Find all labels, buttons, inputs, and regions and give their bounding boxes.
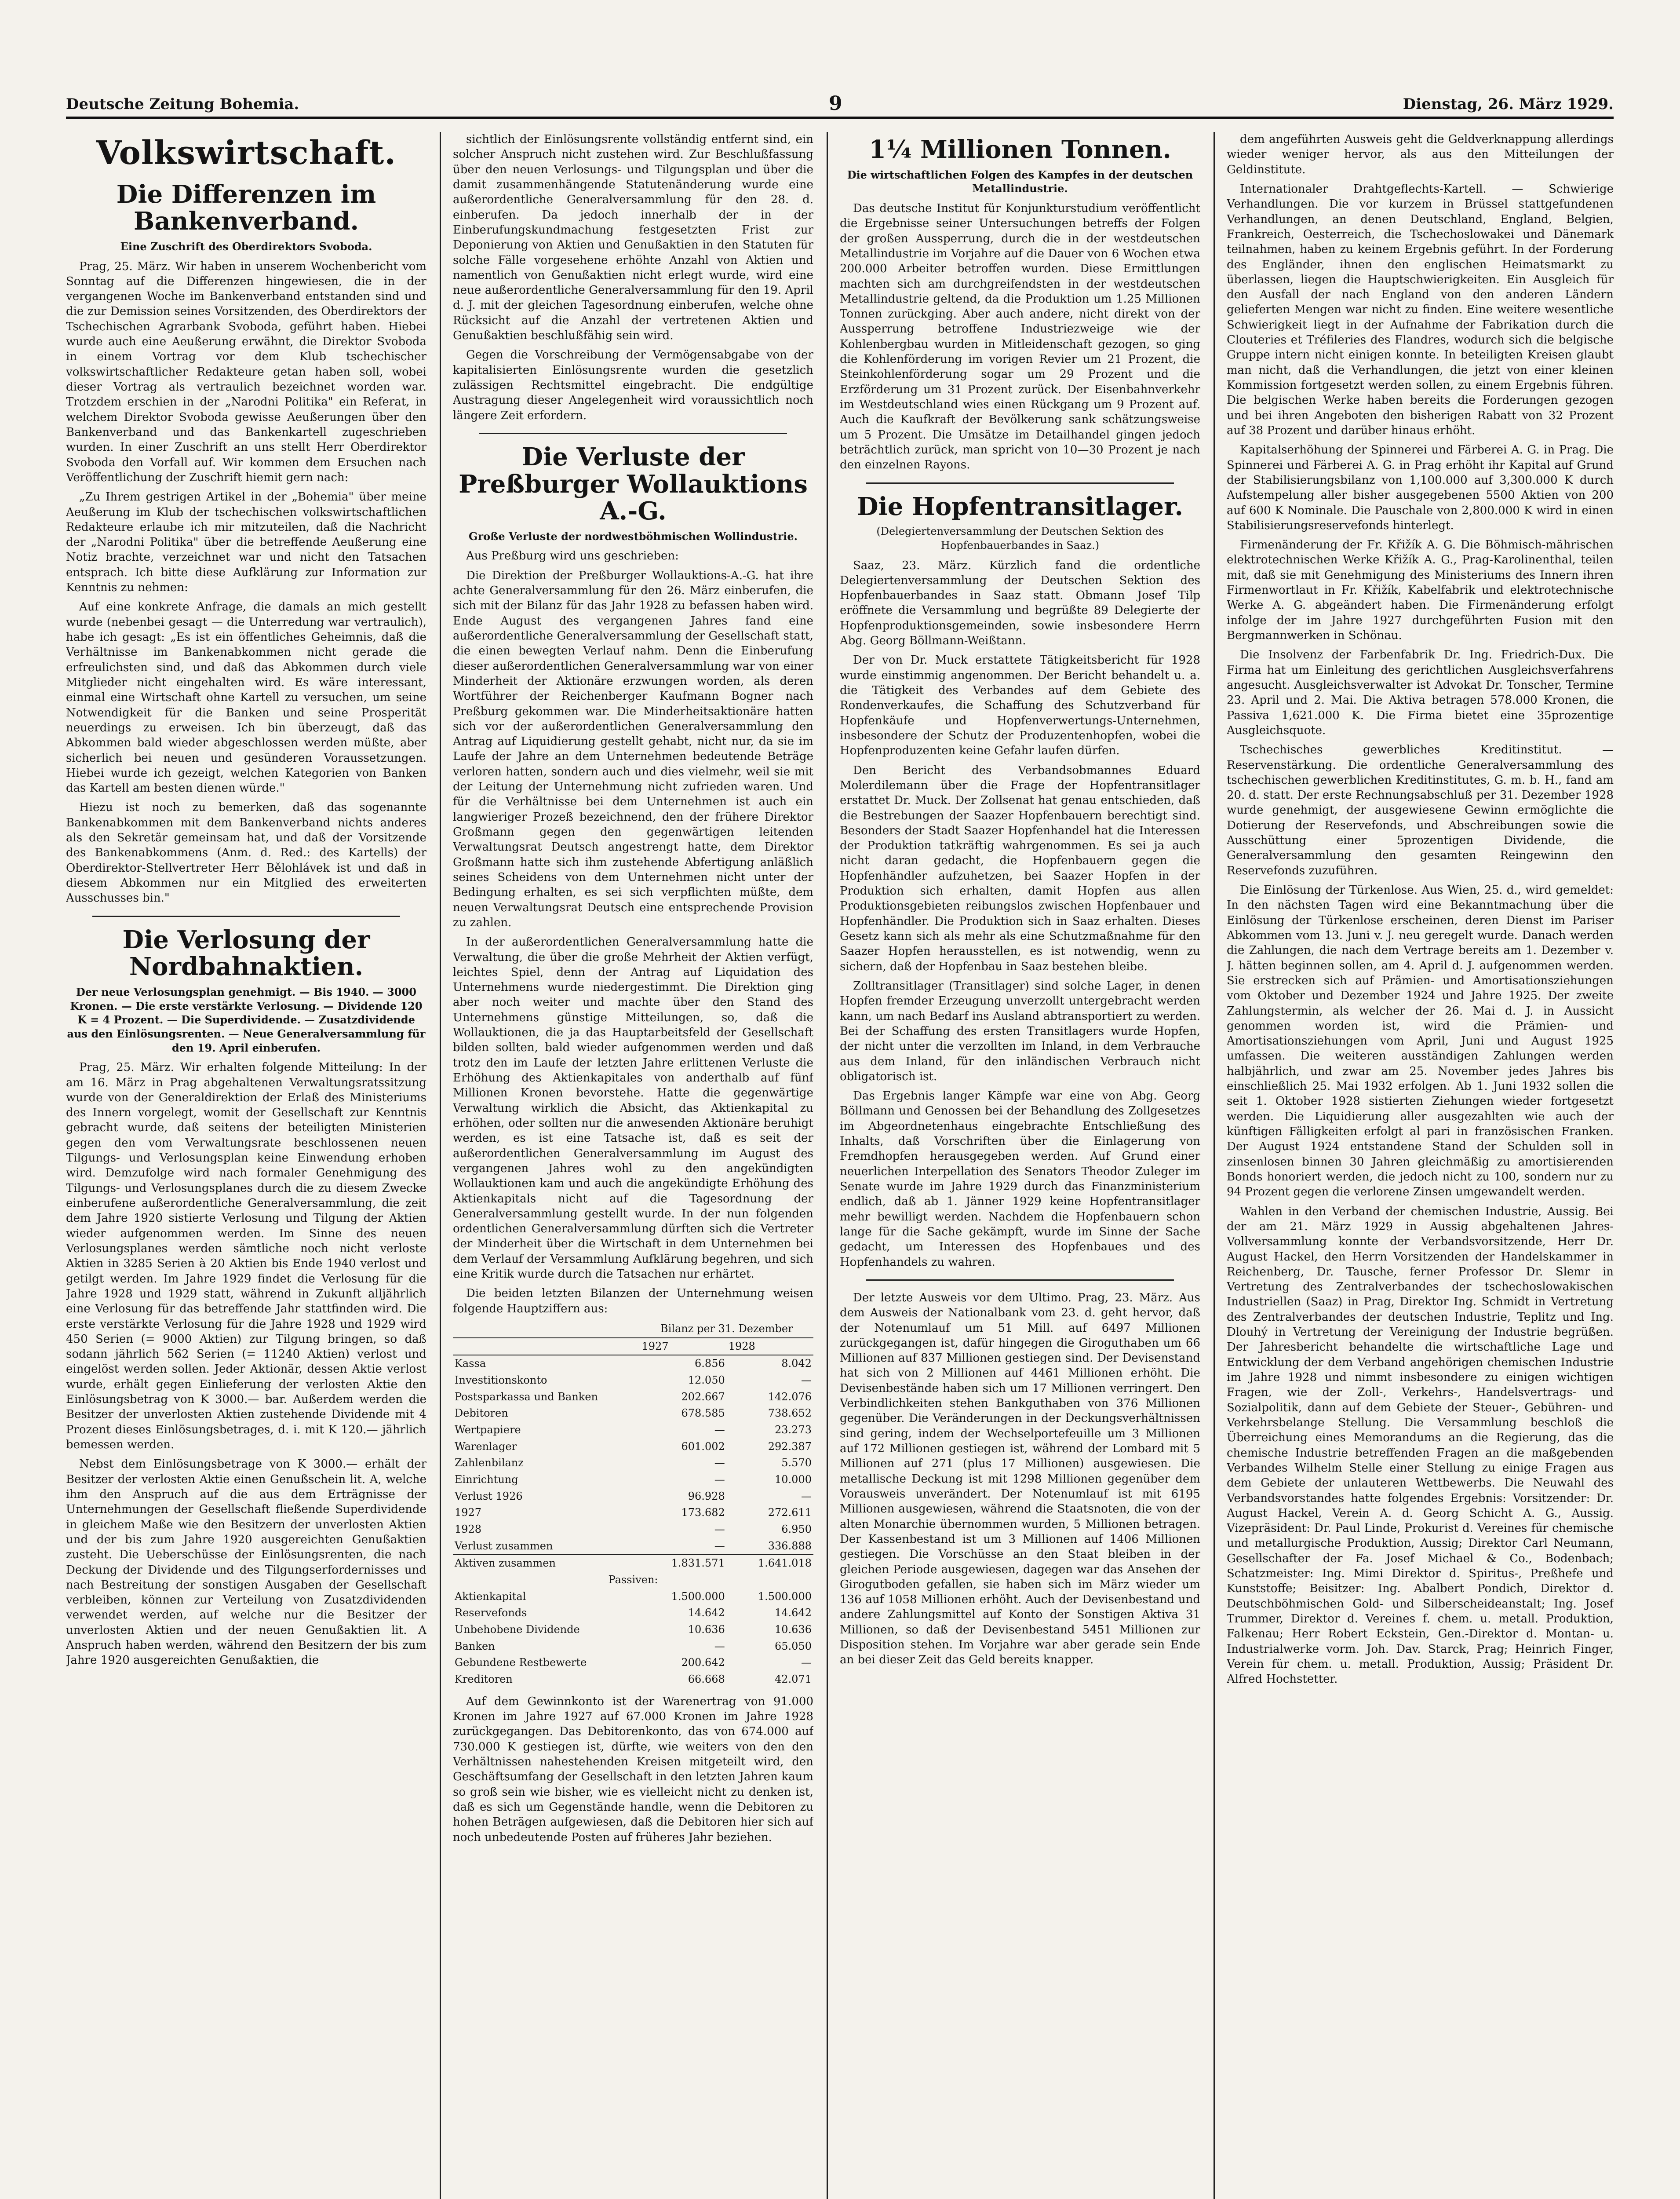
paragraph: sichtlich der Einlösungsrente vollständig entfernt sind, ein solcher Anspruch nicht zustehen wird. Zur Beschlußfassung über den neuen Verlosungs- und Tilgungsplan und über die damit zusammenhängende Statutenänderung wurde eine außerordentliche Generalversammlung für den 28. d. einberufen. Da jedoch innerhalb der in der Einberufungskundmachung festgesetzten Frist zur Deponierung von Aktien und Genußaktien in den Statuten für solche Fälle vorgesehene erhöhte Anzahl von Aktien und namentlich von Genußaktien nicht erlegt wurde, wird eine neue außerordentliche Generalversammlung für den 19. April d. J. mit der gleichen Tagesordnung einberufen, welche ohne Rücksicht auf die Anzahl der vertretenen Aktien und Genußaktien beschlußfähig sein wird. (453, 133, 813, 343)
paragraph: Tschechisches gewerbliches Kreditinstitut. — Reservenstärkung. Die ordentliche Generalversammlung des tschechischen gewerblichen Kreditinstitutes, G. m. b. H., fand am 20. d. statt. Der erste Rechnungsabschluß per 31. Dezember 1928 wurde genehmigt, der ausgewiesene Gewinn ermöglichte die Dotierung der Reservefonds, und Abschreibungen sowie die Ausschüttung einer 5prozentigen Dividende, die Generalversammlung den gesamten Reingewinn den Reservefonds zuzuführen. (1227, 743, 1614, 877)
table-row (453, 1372, 813, 1389)
table-row (453, 1455, 813, 1472)
paragraph: Das deutsche Institut für Konjunkturstudium veröffentlicht die Ergebnisse seiner Untersuchungen betreffs der Folgen der großen Aussperrung, durch die in der westdeutschen Metallindustrie im Vorjahre auf die Dauer von 6 Wochen etwa 200.000 Arbeiter betroffen wurden. Diese Ermittlungen machten sich am durchgreifendsten in der westdeutschen Metallindustrie geltend, da die Produktion um 1.25 Millionen Tonnen zurückging. Aber auch andere, nicht direkt von der Aussperrung betroffene Industriezweige wie der Kohlenbergbau wurden in Mitleidenschaft gezogen, so ging die Kohlenförderung im vorigen Revier um 21 Prozent, die Steinkohlenförderung sogar um 29 Prozent und die Erzförderung um 31 Prozent zurück. Der Eisenbahnverkehr im Westdeutschland wies einen Rückgang um 9 Prozent auf. Auch die Kaufkraft der Bevölkerung sank schätzungsweise um 5 Prozent. Die Umsätze im Detailhandel gingen jedoch beträchtlich zurück, man spricht von 10—30 Prozent je nach den einzelnen Rayons. (840, 201, 1200, 472)
paragraph: Der von Dr. Muck erstattete Tätigkeitsbericht für 1928 wurde einstimmig angenommen. Der Bericht behandelt u. a. die Tätigkeit des Verbandes auf dem Gebiete des Rondenverkaufes, die Schaffung des Schutzverband für Hopfenkäufe und Hopfenverwertungs-Unternehmen, insbesondere der Schutz der Produzentenhopfen, wobei die Hopfenproduzenten keine Gefahr laufen dürfen. (840, 654, 1200, 758)
table-cell: Unbehobene Dividende (455, 1623, 580, 1636)
table-aktiva (453, 1355, 813, 1555)
newspaper-page (66, 66, 1614, 2199)
table-cell: 336.888 (768, 1539, 812, 1552)
table-cell: — (801, 1374, 812, 1387)
table-row (453, 1605, 813, 1622)
table-cell: 1.831.571 (640, 1555, 727, 1572)
table-cell: Gebundene Restbewerte (455, 1656, 587, 1669)
table-row (453, 1671, 813, 1688)
column-3 (840, 132, 1200, 2199)
table-row (453, 1389, 813, 1406)
section-title: Volkswirtschaft. (96, 134, 397, 172)
article-divider (866, 1279, 1174, 1281)
table-cell: 10.636 (688, 1623, 725, 1636)
table-cell: 10.636 (775, 1623, 812, 1636)
paragraph: Auf dem Gewinnkonto ist der Warenertrag von 91.000 Kronen im Jahre 1927 auf 67.000 Kronen im Jahre 1928 zurückgegangen. Das Debitorenkonto, das von 674.000 auf 730.000 K gestiegen ist, dürfte, wie weiters von den den Verhältnissen nahestehenden Kreisen mitgeteilt wird, den Geschäftsumfang der Gesellschaft in den letzten Jahren kaum so groß sein wie bisher, wie es vielleicht nicht zu denken ist, daß es sich um Gegenstände handle, wenn die Debitoren zu hohen Beträgen aufgewiesen, daß die Debitoren hier sich auf noch unbedeutende Posten auf früheres Jahr beziehen. (453, 1695, 813, 1844)
table-cell: 10.000 (775, 1473, 812, 1486)
table-cell: 12.050 (688, 1374, 725, 1387)
table-cell: 1927 (455, 1506, 482, 1519)
paragraph: Aus Preßburg wird uns geschrieben: (466, 549, 679, 563)
paragraph: Internationaler Drahtgeflechts-Kartell. — Schwierige Verhandlungen. Die vor kurzem in Brüssel stattgefundenen Verhandlungen, an denen Deutschland, England, Belgien, Frankreich, Oesterreich, die Tschechoslowakei und Dänemark teilnahmen, haben zu keinem Ergebnis geführt. In der Forderung des Engländer, ihnen den englischen Heimatsmarkt zu überlassen, liegen die Hauptschwierigkeiten. Ein Ausgleich für den Ausfall der nach England von den anderen Ländern gelieferten Mengen war nicht zu finden. Eine weitere wesentliche Schwierigkeit liegt in der Aufnahme der Fabrikation durch die Clouteries et Tréfileries des Flandres, wodurch sich die belgische Gruppe intern nicht einigen konnte. In beteiligten Kreisen glaubt man nicht, daß die Verhandlungen, die jetzt von einer kleinen Kommission fortgesetzt werden sollen, zu einem Ergebnis führen. Die belgischen Werke haben bereits die Forderungen gezogen und bei ihren Angeboten den bisherigen Rabatt von 32 Prozent auf 38 Prozent und darüber hinaus erhöht. (1227, 182, 1614, 437)
table-cell: Kassa (455, 1357, 486, 1370)
table-cell: — (801, 1490, 812, 1502)
article-subtitle-hopfen: (Delegiertenversammlung der Deutschen Sektion des Hopfenbauerbandes in Saaz.) (876, 525, 1164, 552)
article-subtitle-nordbahn: Der neue Verlosungsplan genehmigt. — Bis 1940. — 3000 Kronen. — Die erste verstärkte Verlosung. — Dividende 120 K = 4 Prozent. — Die Superdividende. — Zusatzdividende aus den Einlösungsrenten. — Neue Generalversammlung für den 19. April einberufen. (67, 985, 426, 1054)
paragraph: Die Insolvenz der Farbenfabrik Dr. Ing. Friedrich-Dux. Die Firma hat um Einleitung des gerichtlichen Ausgleichsverfahrens angesucht. Ausgleichsverwalter ist Advokat Dr. Tonscher, Termine 23. April und 2. Mai. Die Aktiva betragen 578.000 Kronen, die Passiva 1,621.000 K. Die Firma bietet eine 35prozentige Ausgleichsquote. (1227, 648, 1614, 737)
table-cell: — (714, 1640, 725, 1652)
table-cell: Einrichtung (455, 1473, 518, 1486)
paragraph: Die Einlösung der Türkenlose. Aus Wien, 25. d., wird gemeldet: In den nächsten Tagen wird eine Bekanntmachung über die Einlösung der Türkenlose erscheinen, deren Dienst im Pariser Abkommen vom 13. Juni v. J. neu geregelt wurde. Danach werden die Zahlungen, die nach dem Vertrage bereits am 1. Dezember v. J. hätten beginnen sollen, am 4. April d. J. aufgenommen werden. Sie erstrecken sich auf Prämien- und Amortisationsziehungen vom Oktober und Dezember 1924 und Jahre 1925. Der zweite Zahlungstermin, als welcher der 26. Mai d. J. in Aussicht genommen worden ist, wird die Prämien- und Amortisationsziehungen vom April, Juni und August 1925 umfassen. Die weiteren ausständigen Zahlungen werden halbjährlich, und zwar am 25. November jedes Jahres bis einschließlich 25. Mai 1932 erfolgen. Ab 1. Juni 1932 sollen die seit 1. Oktober 1928 sistierten Ziehungen wieder fortgesetzt werden. Die Liquidierung aller ausgezahlten wie auch der künftigen Fälligkeiten erfolgt al pari in französischen Franken. Der August 1924 entstandene Stand der Schulden soll in zinsenlosen binnen 30 Jahren gleichmäßig zu amortisierenden Bonds honoriert werden, die jedoch nicht zu 100, sondern nur zu 94 Prozent gegen die verlorene Zinsen umgewandelt werden. (1227, 884, 1614, 1199)
table-cell: Banken (455, 1640, 495, 1652)
paragraph: Gegen die Vorschreibung der Vermögensabgabe von der kapitalisierten Einlösungsrente wurden die gesetzlich zulässigen Rechtsmittel eingebracht. Die endgültige Austragung dieser Angelegenheit wird voraussichtlich noch längere Zeit erfordern. (453, 348, 813, 422)
paragraph: Wahlen in den Verband der chemischen Industrie, Aussig. Bei der am 21. März 1929 in Aussig abgehaltenen Jahres-Vollversammlung konnte der Verbandsvorsitzende, Herr Dr. August Hackel, den Herrn Vorsitzenden der Handelskammer in Reichenberg, Dr. Tausche, ferner Professor Dr. Slemr in Vertretung des Zentralverbandes der tschechoslowakischen Industriellen (Saaz) in Prag, Direktor Ing. Schmidt in Vertretung des Zentralverbandes der deutschen Industrie, Teplitz und Ing. Dlouhý in Vertretung der Vereinigung der Industrie begrüßen. Der Jahresbericht behandelte die wirtschaftliche Lage und Entwicklung der dem Verband angehörigen chemischen Industrie im Jahre 1928 und nimmt insbesondere zu einigen wichtigen Fragen, wie der Zoll-, Verkehrs-, Handelsvertrags- und Sozialpolitik, dann auf dem Gebiete der Steuer-, Gebühren- und Verkehrsbelange Stellung. Die Versammlung beschloß die Überreichung eines Memorandums an die Regierung, das die chemische Industrie betreffenden Fragen an die maßgebenden Verbandes Wilhelm Stelle einer Stellung zu einige Fragen aus dem Gebiete der unlauteren Wettbewerbs. Die Neuwahl des Verbandsvorstandes hatte folgendes Ergebnis: Vorsitzender: Dr. August Hackel, Verein A. d. Georg Schicht A. G., Aussig. Vizepräsident: Dr. Paul Linde, Prokurist d. Vereines für chemische und metallurgische Produktion, Aussig; Direktor Carl Neumann, Gesellschafter der Fa. Josef Michael & Co., Bodenbach; Schatzmeister: Ing. Mimi Direktor d. Spiritus-, Preßhefe und Kunststoffe; Beisitzer: Ing. Abalbert Pondich, Direktor d. Deutschböhmischen Gold- und Silberscheideanstalt; Ing. Josef Trummer, Direktor d. Vereines f. chem. u. metall. Produktion, Falkenau; Herr Robert Eckstein, Gen.-Direktor d. Montan- u. Industrialwerke vorm. Joh. Dav. Starck, Prag; Heinrich Finger, Verein für chem. u. metall. Produktion, Aussig; Präsident Dr. Alfred Hochstetter. (1227, 1205, 1614, 1686)
article-divider (866, 482, 1174, 484)
table-cell: — (714, 1457, 725, 1469)
table-cell: 65.050 (775, 1640, 812, 1652)
paragraph: Saaz, 23. März. Kürzlich fand die ordentliche Delegiertenversammlung der Deutschen Sektion des Hopfenbauerbandes in Saaz statt. Obmann Josef Tilp eröffnete die Versammlung und begrüßte 89 Delegierte der Hopfenproduktionsgemeinden, sowie insbesondere Herrn Abg. Georg Böllmann-Weißtann. (840, 559, 1200, 648)
paragraph: Kapitalserhöhung der Spinnerei und Färberei A. G. in Prag. Die Spinnerei und Färberei A. G. in Prag erhöht ihr Kapital auf Grund der Stabilisierungsbilanz von 1,100.000 auf 3,300.000 K durch Aufstempelung aller bisher ausgegebenen 5500 Aktien von 200 auf 600 K Nominale. Die Pauschale von 2,800.000 K wird in einen Stabilisierungsreservefonds hinterlegt. (1227, 443, 1614, 532)
table-cell: Aktienkapital (455, 1590, 526, 1603)
table-cell: Verlust 1926 (455, 1490, 523, 1502)
column-4 (1227, 132, 1614, 2199)
table-row (453, 1538, 813, 1555)
table-cell: — (714, 1539, 725, 1552)
table-cell: Debitoren (455, 1407, 508, 1420)
article-subtitle-pressburg: Große Verluste der nordwestböhmischen Wollindustrie. (468, 530, 798, 543)
table-row (453, 1589, 813, 1605)
table-cell: 601.002 (681, 1440, 725, 1453)
table-row (453, 1355, 813, 1372)
table-cell: 6.856 (695, 1357, 725, 1370)
article-subtitle-tonnen: Die wirtschaftlichen Folgen des Kampfes in der deutschen Metallindustrie. (847, 168, 1193, 195)
table-cell: Zahlenbilanz (455, 1457, 524, 1469)
table-passiva (453, 1589, 813, 1688)
table-cell: 173.682 (681, 1506, 725, 1519)
article-title-tonnen: 1¼ Millionen Tonnen. (869, 135, 1171, 164)
table-cell: Reservefonds (455, 1607, 527, 1619)
table-cell: 14.642 (688, 1607, 725, 1619)
article-title-nordbahn: Die Verlosung der Nordbahnaktien. (122, 925, 370, 982)
article-title-bankenverband: Die Differenzen im Bankenverband. (116, 179, 376, 236)
table-cell: Investitionskonto (455, 1374, 547, 1387)
table-row (453, 1405, 813, 1422)
table-header-year: 1927 (640, 1338, 727, 1355)
paragraph: dem angeführten Ausweis geht die Geldverknappung allerdings wieder weniger hervor, als aus den Mitteilungen der Geldinstitute. (1227, 133, 1614, 176)
table-row (453, 1622, 813, 1638)
column-rule (827, 132, 828, 2199)
paragraph: Der letzte Ausweis vor dem Ultimo. Prag, 23. März. Aus dem Ausweis der Nationalbank vom 23. d. geht hervor, daß der Notenumlauf um 51 Mill. auf 6497 Millionen zurückgegangen ist, dafür hingegen die Giroguthaben um 66 Millionen auf 837 Millionen gestiegen sind. Der Devisenstand hat sich von 2 Millionen auf 4461 Millionen erhöht. Die Devisenbestände haben sich um 17 Millionen verringert. Den Verbindlichkeiten stehen Bankguthaben von 376 Millionen gegenüber. Die Veränderungen in der Deckungsverhältnissen sind gering, indem der Wechselportefeuille um 3 Millionen auf 172 Millionen gestiegen ist, während der Lombard mit 5 Millionen auf 271 (plus 17 Millionen) ausgewiesen. Die metallische Deckung ist mit 1298 Millionen gegenüber dem Vorausweis unverändert. Der Notenumlauf ist mit 6195 Millionen ausgewiesen, während die Staatsnoten, die von der alten Monarchie übernommen wurden, 5 Millionen betragen. Der Kassenbestand ist um 3 Millionen auf 1406 Millionen gestiegen. Die Vorschüsse an den Staat bleiben in der gleichen Periode ausgewiesen, dagegen war das Ansehen der Girogutboden gefallen, sie haben sich im März wieder um 136 auf 1058 Millionen erhöht. Auch der Devisenbestand und andere Zahlungsmittel auf Konto der Sonstigen Aktiva 31 Millionen, so daß der Devisenbestand 5451 Millionen zur Disposition stehen. Im Vorjahre war aber gerade sein Ende an bei dieser Zeit das Geld bereits knapper. (840, 1291, 1200, 1667)
masthead-paper-name: Deutsche Zeitung Bohemia. (66, 95, 299, 113)
table-row (453, 1422, 813, 1439)
paragraph: Auf eine konkrete Anfrage, die damals an mich gestellt wurde (nebenbei gesagt — die Unterredung war vertraulich), habe ich gesagt: „Es ist ein öffentliches Geheimnis, daß die Verhältnisse im Bankenabkommen nicht gerade die erfreulichsten sind, und daß das Abkommen durch viele Mitglieder nicht eingehalten wird. Es wäre interessant, einmal eine Wirtschaft ohne Kartell zu versuchen, um seine Notwendigkeit für die Banken und seine Prosperität neuerdings zu erweisen. Ich bin überzeugt, daß das Abkommen bald wieder abgeschlossen werden müßte, aber sicherlich bei neuen und gesünderen Voraussetzungen. Hiebei wurde ich gezeigt, welchen Kategorien von Banken das Kartell am besten dienen würde." (66, 600, 426, 795)
table-cell: 1.500.000 (671, 1590, 725, 1603)
table-row (453, 1638, 813, 1655)
paragraph: Nebst dem Einlösungsbetrage von K 3000.— erhält der Besitzer der verlosten Aktie einen Genußschein lit. A, welche ihm den Anspruch auf die aus dem Erträgnisse der Unternehmungen der Gesellschaft fließende Superdividende in gleichem Maße wie den Besitzern der unverlosten Aktien und der bis zum Jahre 1920 ausgereichten Genußaktien zusteht. Die Ueberschüsse der Einlösungsrenten, die nach Deckung der Dividende und des Tilgungserfordernisses und nach Bestreitung der sonstigen Ausgaben der Gesellschaft verbleiben, können zur Verteilung von Zusatzdividenden verwendet werden, auf welche nur die Besitzer der unverlosten Aktien und der neuen Genußaktien lit. A Anspruch haben werden, während den Besitzern der bis zum Jahre 1920 ausgereichten Genußaktien, die (66, 1457, 426, 1667)
table-cell: — (714, 1523, 725, 1536)
paragraph: Die beiden letzten Bilanzen der Unternehmung weisen folgende Hauptziffern aus: (453, 1287, 813, 1315)
table-row (453, 1472, 813, 1488)
table-cell: 678.585 (681, 1407, 725, 1420)
table-row (453, 1439, 813, 1455)
paragraph: Prag, 25. März. Wir haben in unserem Wochenbericht vom Sonntag auf die Differenzen hingewiesen, die in der vergangenen Woche im Bankenverband entstanden sind und die zur Demission seines Vorsitzenden, des Oberdirektors der Tschechischen Agrarbank Svoboda, geführt haben. Hiebei wurde auch eine Aeußerung erwähnt, die Direktor Svoboda in einem Vortrag vor dem Klub tschechischer volkswirtschaftlicher Redakteure getan haben soll, wobei dieser Vortrag als vertraulich bezeichnet worden war. Trotzdem erschien in der „Narodni Politika" ein Referat, in welchem Direktor Svoboda gewisse Aeußerungen über den Bankenverband und das Bankenkartell zugeschrieben wurden. In einer Zuschrift an uns stellt Herr Oberdirektor Svoboda den Vorfall auf. Wir kommen dem Ersuchen nach Veröffentlichung der Zuschrift hiemit gern nach: (66, 259, 426, 484)
paragraph: Den Bericht des Verbandsobmannes Eduard Molerdilemann über die Frage der Hopfentransitlager erstattet Dr. Muck. Der Zollsenat hat genau entschieden, daß die Bestrebungen der Saazer Hopfenbauern berechtigt sind. Besonders der Stadt Saazer Hopfenhandel hat die Interessen der Produktion tatkräftig wahrgenommen. Es sei ja auch nicht daran gedacht, die Hopfenbauern gegen die Hopfenhändler aufzuhetzen, bei Saazer Hopfen in der Produktion sich erhalten, damit Hopfen aus allen Produktionsgebieten reibungslos zwischen Hopfenbauer und Hopfenhändler. Die Produktion sich in Saaz erhalten. Dieses Gesetz kann sich als mehr als eine Schutzmaßnahme für den Saazer Hopfen herausstellen, es ist notwendig, wenn zu sichern, daß der Hopfenbau in Saaz bestehen bleibe. (840, 763, 1200, 973)
table-cell: 202.667 (681, 1390, 725, 1403)
table-cell: 200.642 (681, 1656, 725, 1669)
column-rule (1214, 132, 1215, 2199)
table-cell: 292.387 (768, 1440, 812, 1453)
masthead-date: Dienstag, 26. März 1929. (1403, 95, 1614, 113)
article-divider (92, 916, 400, 917)
table-cell: Postsparkassa und Banken (455, 1390, 598, 1403)
table-cell: 1.500.000 (758, 1590, 812, 1603)
table-cell: — (714, 1424, 725, 1436)
article-title-pressburg: Die Verluste der Preßburger Wollauktions A.-G. (459, 442, 808, 526)
paragraph: Hiezu ist noch zu bemerken, daß das sogenannte Bankenabkommen mit dem Bankenverband nichts anderes als den Sekretär gemeinsam hat, und daß der Vorsitzende des Bankenabkommens (Anm. d. Red.: des Kartells) der Oberdirektor-Stellvertreter Herr Bělohlávek ist und daß in diesem Abkommen nur ein Mitglied des erweiterten Ausschusses bin." (66, 801, 426, 905)
paragraph: Zolltransitlager (Transitlager) sind solche Lager, in denen Hopfen fremder Erzeugung unverzollt untergebracht werden kann, um nach Bedarf ins Ausland abtransportiert zu werden. Bei der Schaffung des ersten Transitlagers wurde Hopfen, der nicht unter die verzollten im Inland, in dem Verbrauche aus dem Inland, für den inländischen Verbrauch nicht obligatorisch ist. (840, 979, 1200, 1083)
table-cell: 66.668 (688, 1673, 725, 1686)
table-cell: Kreditoren (455, 1673, 513, 1686)
table-cell: — (801, 1656, 812, 1669)
column-1 (66, 132, 426, 2199)
table-cell: 8.042 (781, 1357, 812, 1370)
paragraph: Firmenänderung der Fr. Křižík A. G. Die Böhmisch-mährischen elektrotechnischen Werke Křižík A. G., Prag-Karolinenthal, teilen mit, daß sie mit Genehmigung des Ministeriums des Innern ihren Firmenwortlaut in Fr. Křižík, Kabelfabrik und elektrotechnische Werke A. G. abgeändert haben. Die Firmenänderung erfolgt infolge der im Jahre 1927 durchgeführten Fusion mit den Bergmannwerken in Schönau. (1227, 538, 1614, 642)
table-header-year: 1928 (727, 1338, 813, 1355)
column-2 (453, 132, 813, 2199)
table-cell: 6.950 (781, 1523, 812, 1536)
table-cell: Verlust zusammen (455, 1539, 553, 1552)
table-cell: 5.570 (781, 1457, 812, 1469)
table-row (453, 1488, 813, 1505)
column-rule (440, 132, 441, 2199)
table-cell: 14.642 (775, 1607, 812, 1619)
table-row (453, 1505, 813, 1521)
table-row (453, 1521, 813, 1538)
paragraph: Das Ergebnis langer Kämpfe war eine von Abg. Georg Böllmann und Genossen bei der Behandlung des Zollgesetzes im Abgeordnetenhaus eingebrachte Entschließung des Inhalts, daß Vorschriften über die Einlagerung von Fremdhopfen herausgegeben werden. Auf Grund einer neuerlichen Interpellation des Senators Theodor Zuleger im Senate wurde im Jahre 1929 durch das Finanzministerium endlich, daß ab 1. Jänner 1929 keine Hopfentransitlager mehr bewilligt werden. Nachdem die Hopfenbauern schon lange für die Sache gekämpft, wurde im Sinne der Sache gedacht, um Interessen des Hopfenbaues und des Hopfenhandels zu wahren. (840, 1089, 1200, 1269)
table-cell: 96.928 (688, 1490, 725, 1502)
paragraph: „Zu Ihrem gestrigen Artikel in der „Bohemia" über meine Aeußerung im Klub der tschechischen volkswirtschaftlichen Redakteure erlaube ich mir mitzuteilen, daß die Nachricht der „Narodni Politika" über die betreffende Aeußerung eine Notiz brachte, verzeichnet war und nicht den Tatsachen entsprach. Ich bitte diese Aufklärung zur Information zur Kenntnis zu nehmen: (66, 490, 426, 595)
article-title-hopfen: Die Hopfentransitlager. (856, 492, 1184, 521)
table-cell: Wertpapiere (455, 1424, 521, 1436)
table-cell: 42.071 (775, 1673, 812, 1686)
table-cell: Warenlager (455, 1440, 517, 1453)
table-cell: Aktiven zusammen (453, 1555, 640, 1572)
table-cell: 1928 (455, 1523, 482, 1536)
article-subtitle-bankenverband: Eine Zuschrift des Oberdirektors Svoboda. (120, 240, 372, 253)
table-cell: 272.611 (768, 1506, 812, 1519)
table-row-total (453, 1555, 813, 1572)
table-row (453, 1655, 813, 1671)
table-cell: Passiven: (608, 1574, 658, 1586)
table-cell: 142.076 (768, 1390, 812, 1403)
table-cell: 738.652 (768, 1407, 812, 1420)
table-cell: 1.641.018 (727, 1555, 813, 1572)
masthead (66, 90, 1614, 119)
masthead-page-number: 9 (829, 92, 842, 115)
paragraph: In der außerordentlichen Generalversammlung hatte die Verwaltung, die über die große Mehrheit der Aktien verfügt, leichtes Spiel, denn der Antrag auf Liquidation des Unternehmens wurde niedergestimmt. Die Direktion ging aber noch weiter und machte über den Stand des Unternehmens günstige Mitteilungen, so, daß die Wollauktionen, die ja das Hauptarbeitsfeld der Gesellschaft bilden sollten, bald wieder aufgenommen werden und daß trotz den im Laufe der letzten Jahre erlittenen Verluste die Erhöhung des Aktienkapitales von anderthalb auf fünf Millionen Kronen bevorstehe. Hatte die gegenwärtige Verwaltung wirklich die Absicht, das Aktienkapital zu erhöhen, oder sollten nur die anwesenden Aktionäre beruhigt werden, es ist eine Tatsache ist, daß es seit der außerordentlichen Generalversammlung im August des vergangenen Jahres wohl zu den angekündigten Wollauktionen kam und auch die angekündigte Erhöhung des Aktienkapitals nicht auf die Tagesordnung der Generalversammlung gestellt wurde. In der nun folgenden ordentlichen Generalversammlung dürften sich die Vertreter der Minderheit über die Wirtschaft in dem Unternehmen bei dem Verlauf der Versammlung Aufklärung begehren, und sich eine Kritik wurde durch die Tatsachen nur erhärtet. (453, 935, 813, 1281)
paragraph: Die Direktion der Preßburger Wollauktions-A.-G. hat ihre achte Generalversammlung für den 26. März einberufen, die sich mit der Bilanz für das Jahr 1928 zu befassen haben wird. Ende August des vergangenen Jahres fand eine außerordentliche Generalversammlung der Gesellschaft statt, die einen bewegten Verlauf nahm. Denn die Einberufung dieser außerordentlichen Generalversammlung war von einer Minderheit der Aktionäre erzwungen worden, als deren Wortführer der Reichenberger Kaufmann Bogner nach Preßburg gekommen war. Die Minderheitsaktionäre hatten sich vor der außerordentlichen Generalversammlung den Antrag auf Liquidierung gestellt gehabt, nicht nur, da sie im Laufe der Jahre an dem Unternehmen bedeutende Beträge verloren hatten, sondern auch und dies vielmehr, weil sie mit der Leitung der Unternehmung nicht zufrieden waren. Und für die Verhältnisse bei dem Unternehmen ist auch ein langwieriger Prozeß bezeichnend, den der frühere Direktor Großmann gegen den gegenwärtigen leitenden Verwaltungsrat Deutsch angestrengt hatte, dem Direktor Großmann hatte sich ihm zustehende Abfertigung anläßlich seines Scheidens von dem Unternehmen nicht unter der Bedingung erhalten, es sei sich verpflichten müßte, dem neuen Verwaltungsrat Deutsch eine entsprechende Provision zu zahlen. (453, 569, 813, 929)
balance-table (453, 1321, 813, 1688)
table-cell: 23.273 (775, 1424, 812, 1436)
table-row-label (453, 1572, 813, 1589)
paragraph: Prag, 25. März. Wir erhalten folgende Mitteilung: In der am 16. März in Prag abgehaltenen Verwaltungsratssitzung wurde von der Generaldirektion der Erlaß des Ministeriums des Innern vorgelegt, womit der Gesellschaft zur Kenntnis gebracht wurde, daß seitens der beteiligten Ministerien gegen den vom Verwaltungsrate beschlossenen neuen Tilgungs- und Verlosungsplan keine Einwendung erhoben wird. Demzufolge wird nach formaler Genehmigung des Tilgungs- und Verlosungsplanes durch die zu diesem Zwecke einberufene außerordentliche Generalversammlung, die zeit dem Jahre 1920 sistierte Verlosung und Tilgung der Aktien wieder aufgenommen werden. Im Sinne des neuen Verlosungsplanes werden sämtliche noch nicht verloste Aktien in 3285 Serien à 20 Aktien bis Ende 1940 verlost und getilgt werden. Im Jahre 1929 findet die Verlosung für die Jahre 1928 und 1929 statt, während in Zukunft alljährlich eine Verlosung für das betreffende Jahr stattfinden wird. Die erste verstärkte Verlosung für die Jahre 1928 und 1929 wird 450 Serien (= 9000 Aktien) zur Tilgung bringen, so daß sodann jährlich 562 Serien (= 11240 Aktien) verlost und eingelöst werden sollen. Jeder Aktionär, dessen Aktie verlost wurde, erhält gegen Einlieferung der verlosten Aktie den Einlösungsbetrag von K 3000.— bar. Außerdem werden die Besitzer der unverlosten Aktien zustehende Dividende mit 4 Prozent dieses Einlösungsbetrages, d. i. mit K 120.— jährlich bemessen werden. (66, 1061, 426, 1452)
table-caption: Bilanz per 31. Dezember (640, 1321, 813, 1338)
table-cell: — (714, 1473, 725, 1486)
article-divider (479, 433, 787, 434)
